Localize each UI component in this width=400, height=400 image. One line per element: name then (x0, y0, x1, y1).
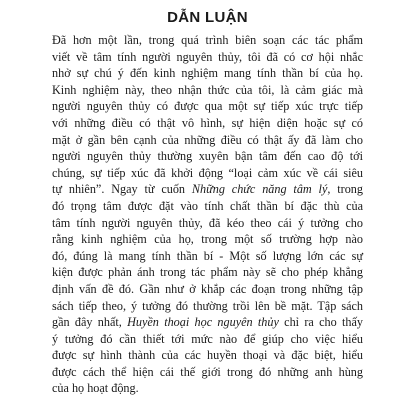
text-line (52, 82, 363, 99)
text-segment: được sự hình thành của các huyền thoại và đặc biệt, hiểu (52, 348, 363, 363)
text-line (52, 165, 363, 182)
text-segment: kiện được phản ánh trong tác phẩm này sẽ cho phép khẳng (52, 265, 363, 280)
text-segment: rằng kinh nghiệm của họ, trong một số trường hợp nào (52, 232, 363, 247)
text-segment: người nguyên thủy thường xuyên bận tâm đến cao độ tới (52, 149, 363, 164)
text-line (52, 198, 363, 215)
text-line (52, 364, 363, 381)
text-segment: sách tiếp theo, ý tưởng đó thường trồi lên bề mặt. Tập sách (52, 298, 363, 313)
text-line (52, 49, 363, 66)
text-line (52, 298, 363, 315)
text-line (52, 215, 363, 232)
text-segment: với những điều có thật vô hình, sự hiện diện hoặc sự có (52, 115, 363, 130)
text-line (52, 231, 363, 248)
text-line (52, 281, 363, 298)
text-segment: , trong (327, 182, 363, 197)
text-line (52, 264, 363, 281)
text-segment: chúng, sự tiếp xúc đã khởi động “loại cảm xúc về cái siêu (52, 165, 363, 180)
text-segment: nhở sự chú ý đến kinh nghiệm mang tính thần bí của họ. (52, 66, 363, 81)
text-line (52, 248, 363, 265)
text-segment: mặt ở gần bên cạnh của những điều có thật ấy đã làm cho (52, 132, 363, 147)
text-segment: đó, đúng là mang tính thần bí - Một số lượng lớn các sự (52, 248, 363, 263)
text-segment: chỉ ra cho thấy (278, 315, 363, 330)
text-line (52, 347, 363, 364)
text-segment: người nguyên thủy có được qua một sự tiếp xúc trực tiếp (52, 99, 363, 114)
text-segment: viết về tâm tính người nguyên thủy, tôi đã có cơ hội nhắc (52, 49, 363, 64)
text-line (52, 380, 363, 397)
text-segment: ý tưởng đó cần thiết tới mức nào để giúp cho việc hiểu (52, 331, 363, 346)
text-segment: Kinh nghiệm này, theo nhận thức của tôi, là cảm giác mà (52, 82, 363, 97)
chapter-title: DẪN LUẬN (167, 9, 248, 26)
text-line (52, 148, 363, 165)
text-line (52, 331, 363, 348)
text-line (52, 65, 363, 82)
text-segment: của họ hoạt động. (52, 381, 139, 396)
text-segment: gần đây nhất, (52, 315, 128, 330)
text-segment: định vấn đề đó. Gần như ở khắp các đoạn trong những tập (52, 281, 363, 296)
book-title-italic: Những chức năng tâm lý (191, 182, 328, 197)
body-paragraph (52, 32, 363, 397)
text-segment: đó trọng tâm được đặt vào tính chất thần bí đặc thù của (52, 198, 363, 213)
text-segment: tự nhiên”. Ngay từ cuốn (52, 182, 192, 197)
text-line (52, 314, 363, 331)
text-line (52, 181, 363, 198)
text-segment: tâm tính người nguyên thủy, đã kéo theo cái ý tưởng cho (52, 215, 363, 230)
book-title-italic: Huyền thoại học nguyên thủy (127, 315, 279, 330)
text-line (52, 132, 363, 149)
text-line (52, 98, 363, 115)
text-segment: được cách thể hiện cái thế giới trong đó những anh hùng (52, 364, 363, 379)
text-line (52, 32, 363, 49)
text-segment: Đã hơn một lần, trong quá trình biên soạn các tác phẩm (52, 33, 363, 47)
text-line (52, 115, 363, 132)
